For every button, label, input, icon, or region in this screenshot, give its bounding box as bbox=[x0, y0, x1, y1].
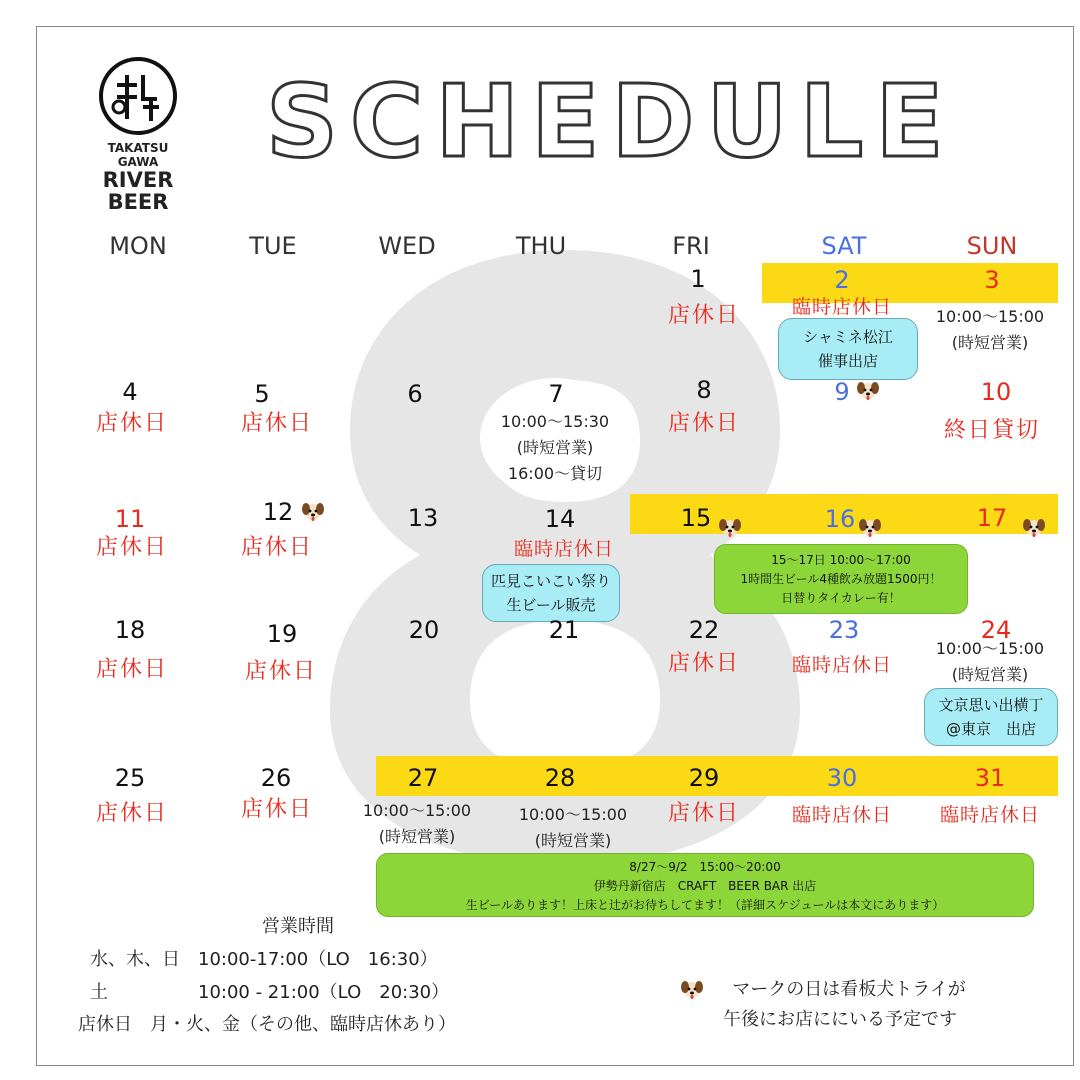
page-title: SCHEDULE bbox=[266, 63, 956, 180]
weekday-mon: MON bbox=[109, 232, 167, 260]
day-number: 18 bbox=[114, 616, 146, 644]
temp-closed-label: 臨時店休日 bbox=[791, 804, 892, 826]
bubble-text: @東京 出店 bbox=[945, 720, 1036, 738]
hours-text: 10:00〜15:00 bbox=[935, 307, 1045, 326]
logo-text: RIVER bbox=[102, 168, 174, 192]
day-number: 10 bbox=[980, 378, 1012, 406]
day-number: 15 bbox=[680, 504, 712, 532]
day-number: 27 bbox=[407, 764, 439, 792]
hours-text: 10:00〜15:00 bbox=[935, 639, 1045, 658]
day-number: 22 bbox=[688, 616, 720, 644]
weekday-thu: THU bbox=[515, 232, 567, 260]
day-7-info bbox=[475, 409, 635, 487]
legend-text: 午後にお店ににいる予定です bbox=[723, 1009, 957, 1030]
day-number: 29 bbox=[688, 764, 720, 792]
hours-note bbox=[910, 304, 1070, 356]
day-number: 12 bbox=[262, 498, 294, 526]
logo-text: GAWA bbox=[117, 155, 159, 169]
closed-label: 店休日 bbox=[95, 801, 168, 826]
event-text: 15〜17日 10:00〜17:00 bbox=[771, 553, 911, 567]
dog-icon bbox=[1022, 516, 1046, 538]
day-number: 26 bbox=[260, 764, 292, 792]
bubble-text: 生ビール販売 bbox=[506, 596, 596, 614]
business-hours-row: 水、木、日 10:00-17:00（LO 16:30） bbox=[90, 949, 438, 970]
hours-note bbox=[493, 802, 653, 854]
temp-closed-label: 臨時店休日 bbox=[791, 296, 892, 318]
event-banner-isetan bbox=[376, 853, 1034, 917]
day-number: 6 bbox=[407, 380, 423, 408]
event-bubble-hemi bbox=[482, 564, 620, 622]
temp-closed-label: 臨時店休日 bbox=[939, 804, 1040, 826]
weekday-sat: SAT bbox=[821, 232, 867, 260]
reserved-label: 終日貸切 bbox=[943, 418, 1040, 443]
closed-label: 店休日 bbox=[667, 651, 740, 676]
hours-note-text: (時短営業) bbox=[378, 827, 456, 846]
hours-text: 10:00〜15:00 bbox=[518, 805, 628, 824]
hours-text: 10:00〜15:00 bbox=[362, 801, 472, 820]
closed-label: 店休日 bbox=[244, 659, 317, 684]
event-text: 生ビールあります！上床と辻がお待ちしてます！（詳細スケジュールは本文にあります） bbox=[465, 898, 945, 912]
hours-note-text: (時短営業) bbox=[951, 333, 1029, 352]
day-number: 19 bbox=[266, 620, 298, 648]
weekday-wed: WED bbox=[378, 232, 436, 260]
event-bubble-bunkyo bbox=[924, 688, 1058, 746]
dog-icon bbox=[856, 379, 880, 401]
day-number: 5 bbox=[254, 380, 270, 408]
day-number: 14 bbox=[544, 505, 576, 533]
day-number: 1 bbox=[690, 265, 706, 293]
closed-label: 店休日 bbox=[240, 797, 313, 822]
hours-note-text: (時短営業) bbox=[534, 831, 612, 850]
day-number: 24 bbox=[980, 616, 1012, 644]
weekday-fri: FRI bbox=[672, 232, 710, 260]
day-number: 20 bbox=[408, 616, 440, 644]
bubble-text: 匹見こいこい祭り bbox=[490, 572, 611, 590]
closed-label: 店休日 bbox=[95, 535, 168, 560]
event-text: 伊勢丹新宿店 CRAFT BEER BAR 出店 bbox=[593, 879, 817, 893]
business-hours-title: 営業時間 bbox=[262, 916, 334, 937]
business-hours-row: 土 10:00 - 21:00（LO 20:30） bbox=[90, 982, 450, 1003]
bubble-text: 催事出店 bbox=[817, 352, 878, 370]
day-number: 13 bbox=[407, 504, 439, 532]
temp-closed-label: 臨時店休日 bbox=[513, 538, 614, 560]
logo-text: TAKATSU bbox=[107, 141, 169, 155]
hours-note bbox=[337, 798, 497, 850]
day-number: 9 bbox=[834, 378, 850, 406]
logo-text: BEER bbox=[107, 190, 169, 214]
brand-logo bbox=[88, 55, 188, 213]
event-text: 8/27〜9/2 15:00〜20:00 bbox=[629, 860, 781, 874]
day-number: 16 bbox=[824, 505, 856, 533]
reserved-text: 16:00〜貸切 bbox=[507, 464, 603, 483]
closed-label: 店休日 bbox=[667, 411, 740, 436]
closed-label: 店休日 bbox=[667, 303, 740, 328]
weekday-tue: TUE bbox=[249, 232, 297, 260]
closed-label: 店休日 bbox=[240, 411, 313, 436]
bubble-text: 文京思い出横丁 bbox=[938, 696, 1044, 714]
day-number: 8 bbox=[696, 376, 712, 404]
weekday-sun: SUN bbox=[966, 232, 1018, 260]
day-number: 31 bbox=[974, 764, 1006, 792]
hours-note-text: (時短営業) bbox=[516, 438, 594, 457]
day-number: 23 bbox=[828, 616, 860, 644]
hours-note-text: (時短営業) bbox=[951, 665, 1029, 684]
dog-icon bbox=[718, 516, 742, 538]
event-text: 日替りタイカレー有！ bbox=[781, 591, 901, 605]
event-bubble-sharmine bbox=[778, 318, 918, 380]
logo-emblem-icon bbox=[97, 55, 179, 137]
event-banner-midmonth bbox=[714, 544, 968, 614]
day-number: 30 bbox=[826, 764, 858, 792]
closed-label: 店休日 bbox=[240, 535, 313, 560]
legend-text: マークの日は看板犬トライが bbox=[714, 979, 966, 1000]
closed-label: 店休日 bbox=[95, 657, 168, 682]
day-number: 4 bbox=[122, 378, 138, 406]
day-number: 7 bbox=[548, 380, 564, 408]
temp-closed-label: 臨時店休日 bbox=[791, 654, 892, 676]
day-number: 11 bbox=[114, 505, 146, 533]
dog-legend bbox=[650, 975, 1030, 1035]
closed-label: 店休日 bbox=[667, 801, 740, 826]
day-number: 21 bbox=[548, 616, 580, 644]
day-number: 2 bbox=[834, 266, 850, 294]
closed-label: 店休日 bbox=[95, 411, 168, 436]
day-number: 3 bbox=[984, 266, 1000, 294]
bubble-text: シャミネ松江 bbox=[803, 328, 893, 346]
event-text: 1時間生ビール4種飲み放題1500円！ bbox=[740, 572, 942, 586]
day-number: 25 bbox=[114, 764, 146, 792]
day-number: 17 bbox=[976, 504, 1008, 532]
hours-text: 10:00〜15:30 bbox=[500, 412, 610, 431]
hours-note bbox=[910, 636, 1070, 688]
day-number: 28 bbox=[544, 764, 576, 792]
dog-icon bbox=[301, 500, 325, 522]
business-hours-row: 店休日 月・火、金（その他、臨時店休あり） bbox=[78, 1014, 456, 1035]
dog-icon bbox=[858, 516, 882, 538]
